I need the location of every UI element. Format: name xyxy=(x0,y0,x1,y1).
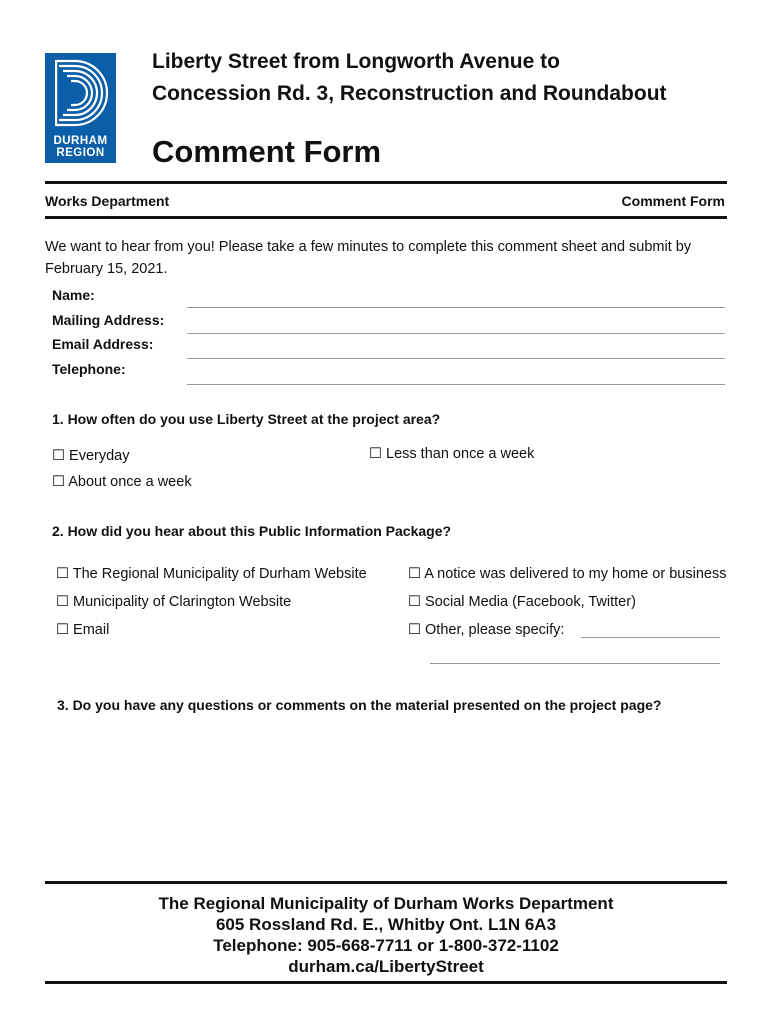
q1-option-everyday[interactable]: ☐ Everyday xyxy=(52,448,130,464)
name-label: Name: xyxy=(52,287,95,303)
q1-option-weekly[interactable]: ☐ About once a week xyxy=(52,474,192,490)
email-address-label: Email Address: xyxy=(52,336,154,352)
dept-rule xyxy=(45,216,727,219)
q2-option-durham-website[interactable]: ☐ The Regional Municipality of Durham Website xyxy=(56,566,367,582)
comment-form-label: Comment Form xyxy=(621,193,725,209)
other-specify-field-line2[interactable] xyxy=(430,663,720,664)
q2-option-clarington-website[interactable]: ☐ Municipality of Clarington Website xyxy=(56,594,292,610)
logo-text-region: REGION xyxy=(56,147,105,159)
project-title-line2: Concession Rd. 3, Reconstruction and Roundabout xyxy=(152,82,667,105)
name-field[interactable] xyxy=(187,307,725,308)
question-1: 1. How often do you use Liberty Street at the project area? xyxy=(52,411,441,427)
q1-option-less-than-weekly[interactable]: ☐ Less than once a week xyxy=(369,446,535,462)
footer-org: The Regional Municipality of Durham Works Department xyxy=(158,894,614,913)
footer-top-rule xyxy=(45,881,727,884)
project-title-line1: Liberty Street from Longworth Avenue to xyxy=(152,50,560,73)
telephone-label: Telephone: xyxy=(52,361,126,377)
footer-telephone: Telephone: 905-668-7711 or 1-800-372-1102 xyxy=(213,936,559,955)
q2-option-other[interactable]: ☐ Other, please specify: xyxy=(408,622,565,638)
top-rule xyxy=(45,181,727,184)
telephone-field[interactable] xyxy=(187,384,725,385)
footer-website[interactable]: durham.ca/LibertyStreet xyxy=(288,957,484,976)
q2-option-notice[interactable]: ☐ A notice was delivered to my home or business xyxy=(408,566,727,582)
works-department-label: Works Department xyxy=(45,193,170,209)
footer-bottom-rule xyxy=(45,981,727,984)
email-address-field[interactable] xyxy=(187,358,725,359)
q2-option-social-media[interactable]: ☐ Social Media (Facebook, Twitter) xyxy=(408,594,636,610)
q2-option-email[interactable]: ☐ Email xyxy=(56,622,110,638)
intro-text: We want to hear from you! Please take a few minutes to complete this comment sheet and submit by February 15, 2021. xyxy=(45,239,692,277)
mailing-address-label: Mailing Address: xyxy=(52,312,165,328)
question-3: 3. Do you have any questions or comments on the material presented on the project page? xyxy=(57,697,662,713)
question-2: 2. How did you hear about this Public Information Package? xyxy=(52,523,452,539)
form-title: Comment Form xyxy=(152,134,382,169)
mailing-address-field[interactable] xyxy=(187,333,725,334)
comments-area[interactable] xyxy=(57,722,725,872)
durham-region-logo xyxy=(45,53,116,163)
other-specify-field[interactable] xyxy=(581,637,720,638)
logo-text-durham: DURHAM xyxy=(53,135,108,147)
footer-address: 605 Rossland Rd. E., Whitby Ont. L1N 6A3 xyxy=(215,915,557,934)
